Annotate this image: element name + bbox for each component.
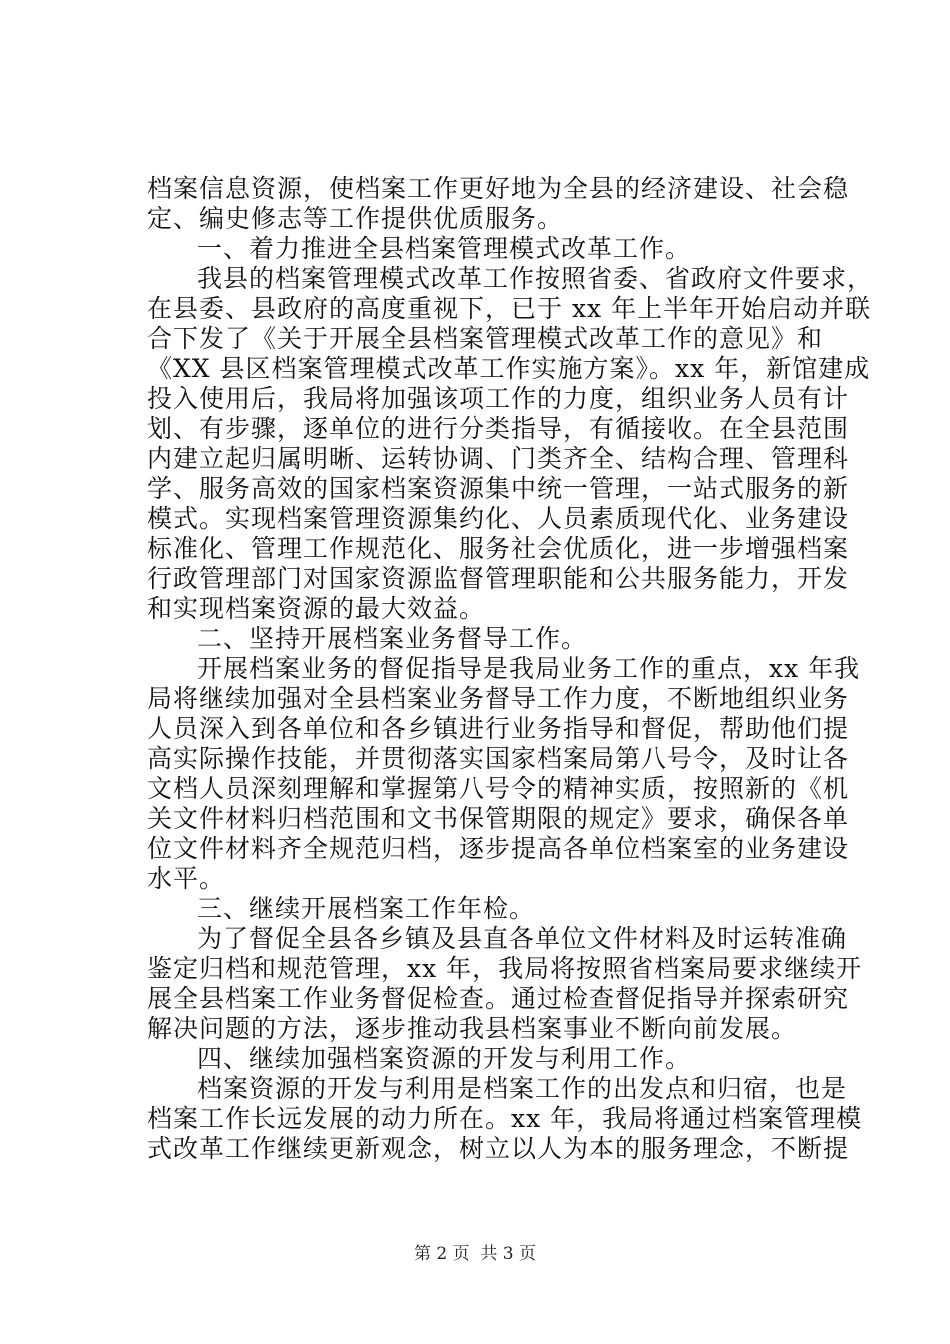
text-line: 开展档案业务的督促指导是我局业务工作的重点，xx 年我 — [197, 654, 861, 683]
section-heading: 三、继续开展档案工作年检。 — [197, 894, 536, 923]
section-heading: 二、坚持开展档案业务督导工作。 — [197, 624, 588, 653]
text-line: 在县委、县政府的高度重视下，已于 xx 年上半年开始启动并联 — [147, 294, 872, 323]
text-line: 划、有步骤，逐单位的进行分类指导，有循接收。在全县范围 — [147, 414, 850, 443]
text-line: 档案资源的开发与利用是档案工作的出发点和归宿，也是 — [197, 1074, 848, 1103]
text-line: 《XX 县区档案管理模式改革工作实施方案》。xx 年，新馆建成 — [147, 354, 871, 383]
text-line: 水平。 — [147, 864, 226, 893]
text-line: 我县的档案管理模式改革工作按照省委、省政府文件要求， — [197, 264, 874, 293]
text-line: 解决问题的方法，逐步推动我县档案事业不断向前发展。 — [147, 1014, 798, 1043]
page-number-footer: 第 2 页 共 3 页 — [413, 1244, 537, 1264]
section-heading: 一、着力推进全县档案管理模式改革工作。 — [197, 234, 692, 263]
text-line: 高实际操作技能，并贯彻落实国家档案局第八号令，及时让各 — [147, 744, 850, 773]
text-line: 投入使用后，我局将加强该项工作的力度，组织业务人员有计 — [147, 384, 850, 413]
text-line: 展全县档案工作业务督促检查。通过检查督促指导并探索研究 — [147, 984, 850, 1013]
text-line: 学、服务高效的国家档案资源集中统一管理，一站式服务的新 — [147, 474, 850, 503]
text-line: 档案工作长远发展的动力所在。xx 年，我局将通过档案管理模 — [147, 1104, 863, 1133]
text-line: 式改革工作继续更新观念，树立以人为本的服务理念，不断提 — [147, 1134, 850, 1163]
text-line: 定、编史修志等工作提供优质服务。 — [147, 204, 564, 233]
text-line: 文档人员深刻理解和掌握第八号令的精神实质，按照新的《机 — [147, 774, 850, 803]
text-line: 标准化、管理工作规范化、服务社会优质化，进一步增强档案 — [147, 534, 850, 563]
text-line: 合下发了《关于开展全县档案管理模式改革工作的意见》和 — [147, 324, 824, 353]
text-line: 为了督促全县各乡镇及县直各单位文件材料及时运转准确 — [197, 924, 848, 953]
text-line: 档案信息资源，使档案工作更好地为全县的经济建设、社会稳 — [147, 174, 850, 203]
section-heading: 四、继续加强档案资源的开发与利用工作。 — [197, 1044, 692, 1073]
text-line: 行政管理部门对国家资源监督管理职能和公共服务能力，开发 — [147, 564, 850, 593]
text-line: 内建立起归属明晰、运转协调、门类齐全、结构合理、管理科 — [147, 444, 850, 473]
text-line: 局将继续加强对全县档案业务督导工作力度，不断地组织业务 — [147, 684, 850, 713]
text-line: 人员深入到各单位和各乡镇进行业务指导和督促，帮助他们提 — [147, 714, 850, 743]
text-line: 位文件材料齐全规范归档，逐步提高各单位档案室的业务建设 — [147, 834, 850, 863]
text-line: 模式。实现档案管理资源集约化、人员素质现代化、业务建设 — [147, 504, 850, 533]
text-line: 鉴定归档和规范管理，xx 年，我局将按照省档案局要求继续开 — [147, 954, 863, 983]
text-line: 关文件材料归档范围和文书保管期限的规定》要求，确保各单 — [147, 804, 850, 833]
text-line: 和实现档案资源的最大效益。 — [147, 594, 486, 623]
